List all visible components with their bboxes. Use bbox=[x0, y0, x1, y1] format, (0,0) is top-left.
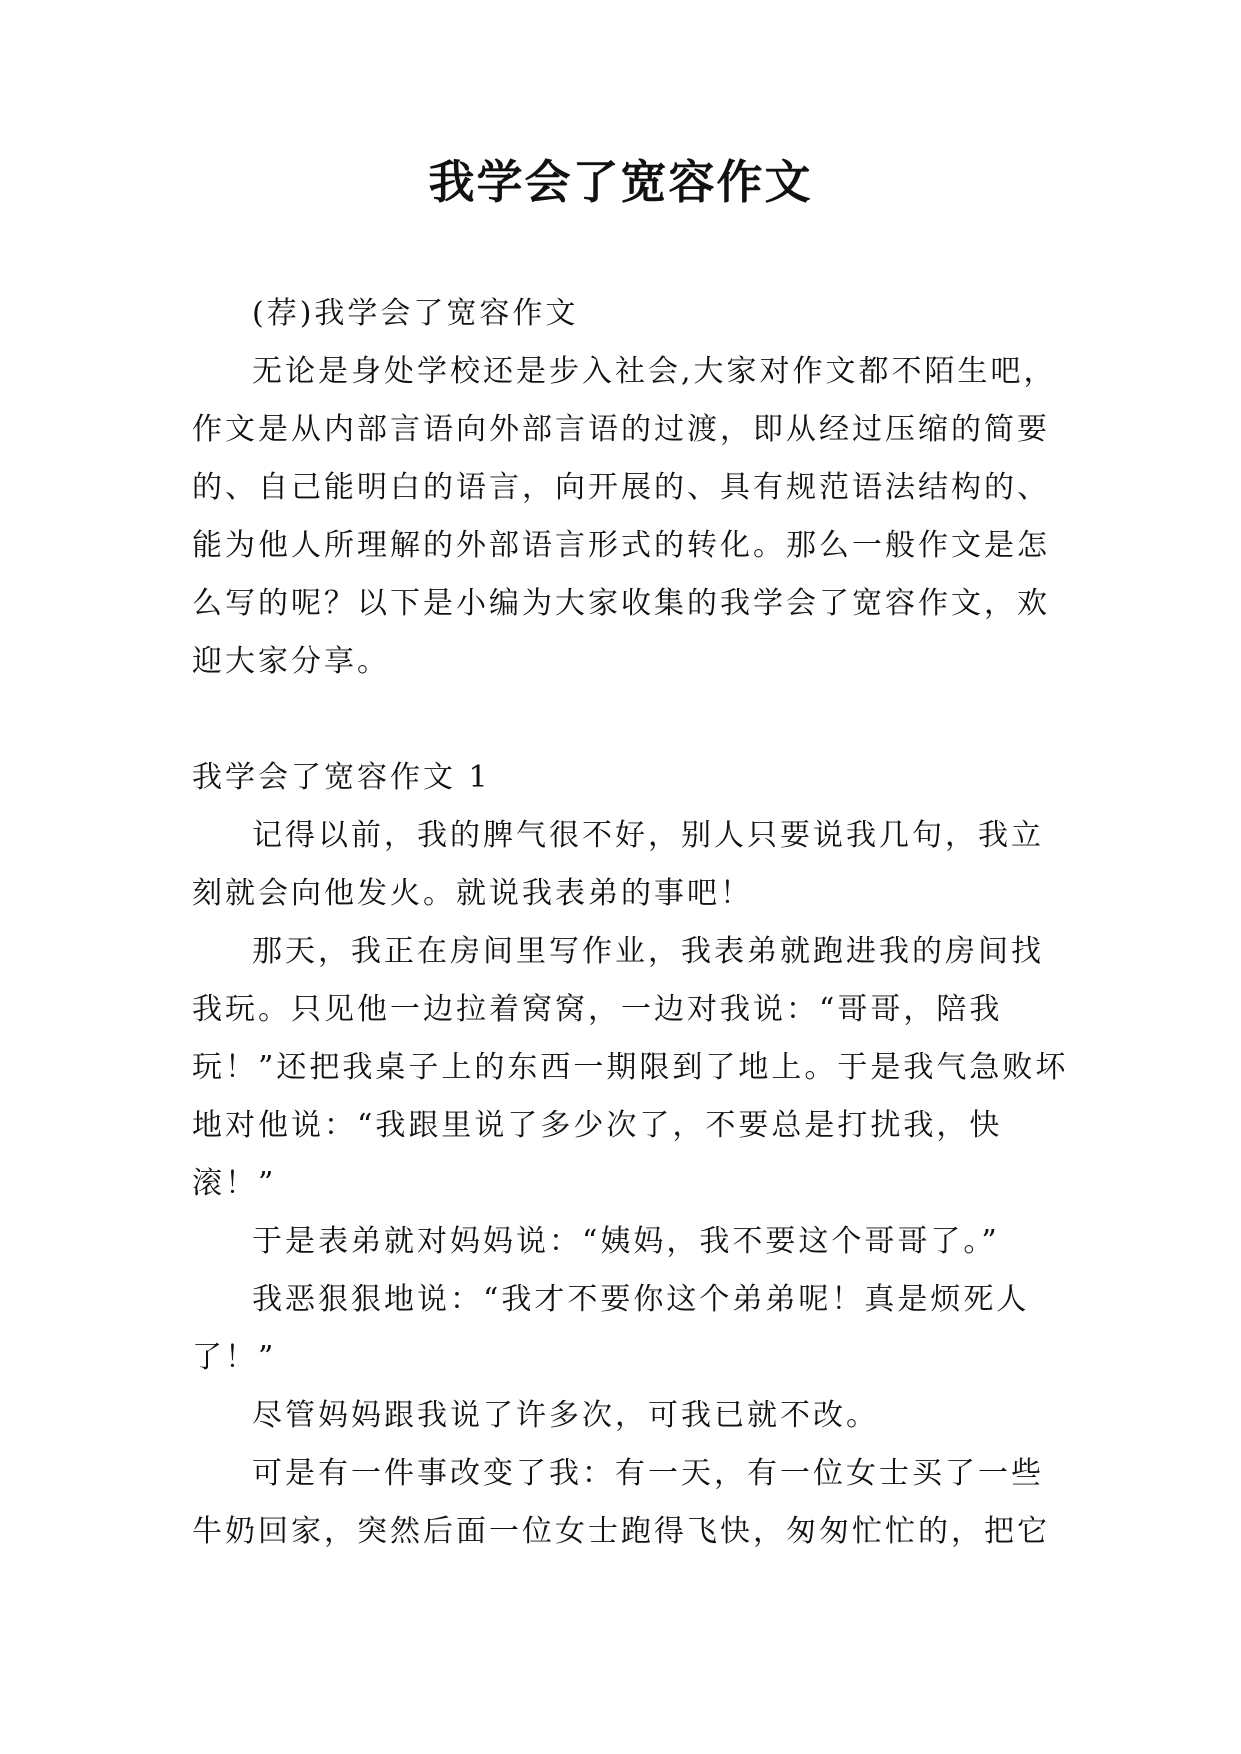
body-paragraph: 那天，我正在房间里写作业，我表弟就跑进我的房间找我玩。只见他一边拉着窝窝，一边对我说：“哥哥，陪我玩！”还把我桌子上的东西一期限到了地上。于是我气急败坏地对他说：“我跟里说了多少次了，不要总是打扰我，快滚！” bbox=[192, 934, 1069, 1201]
body-paragraph: 尽管妈妈跟我说了许多次，可我已就不改。 bbox=[252, 1398, 879, 1433]
intro-paragraph: 无论是身处学校还是步入社会,大家对作文都不陌生吧，作文是从内部言语向外部言语的过渡，即从经过压缩的简要的、自己能明白的语言，向开展的、具有规范语法结构的、能为他人所理解的外部语言形式的转化。那么一般作文是怎么写的呢？以下是小编为大家收集的我学会了宽容作文，欢迎大家分享。 bbox=[192, 354, 1057, 679]
body-paragraph: 于是表弟就对妈妈说：“姨妈，我不要这个哥哥了。” bbox=[252, 1224, 1000, 1259]
document-title: 我学会了宽容作文 bbox=[428, 155, 813, 209]
section-heading: 我学会了宽容作文 1 bbox=[192, 760, 491, 795]
body-paragraph: 可是有一件事改变了我：有一天，有一位女士买了一些牛奶回家，突然后面一位女士跑得飞快，匆匆忙忙的，把它 bbox=[192, 1456, 1050, 1549]
body-paragraph: 记得以前，我的脾气很不好，别人只要说我几句，我立刻就会向他发火。就说我表弟的事吧！ bbox=[192, 818, 1044, 911]
paragraph-spacer bbox=[192, 691, 1072, 749]
body-paragraph: 我恶狠狠地说：“我才不要你这个弟弟呢！真是烦死人了！” bbox=[192, 1282, 1030, 1375]
subtitle-line: (荐)我学会了宽容作文 bbox=[252, 296, 579, 331]
document-body bbox=[192, 285, 1072, 1561]
